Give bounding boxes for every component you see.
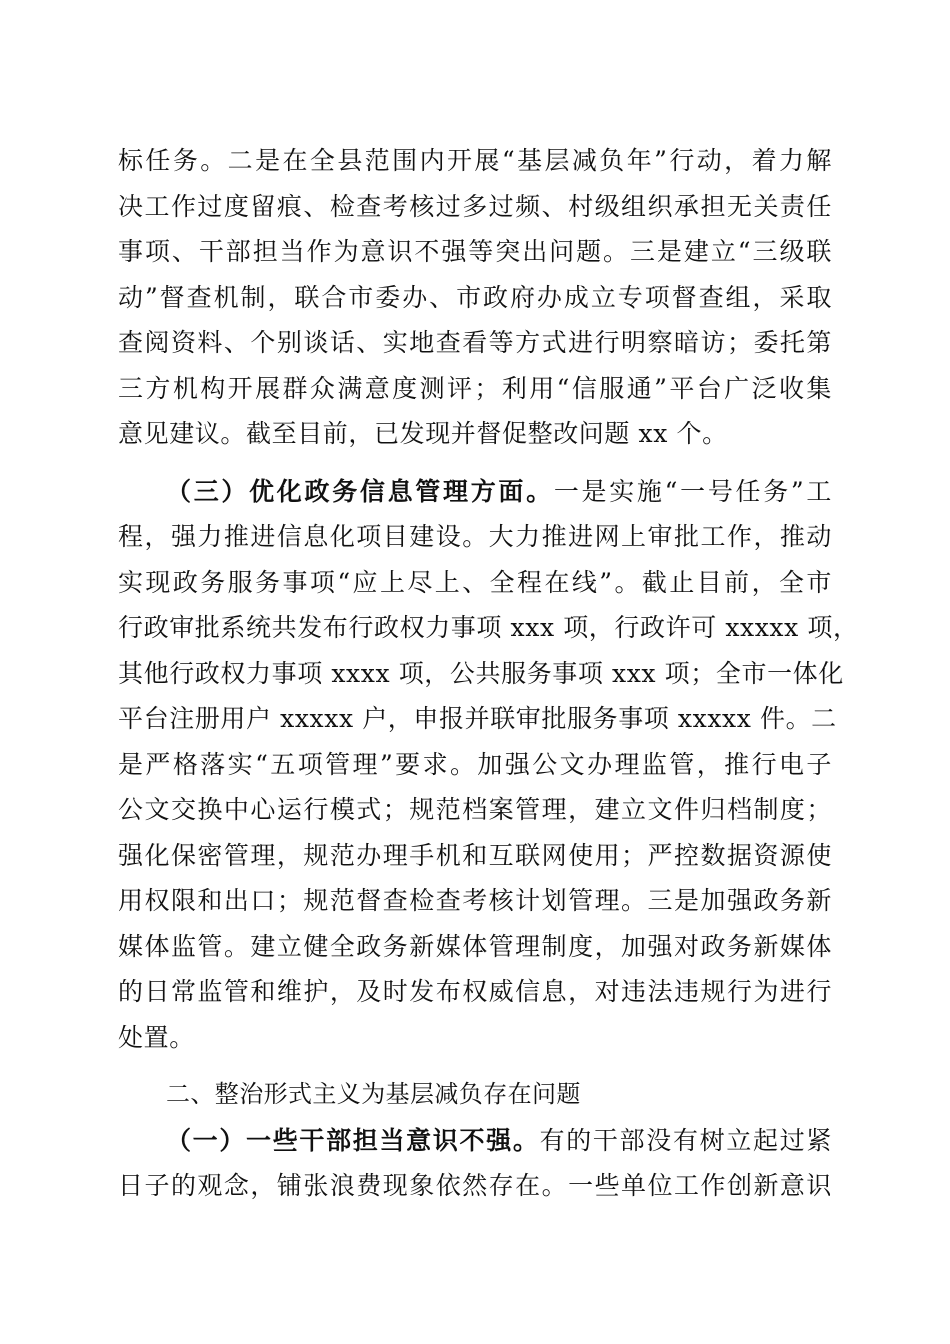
document-page [118,138,859,1209]
text-line: 日子的观念，铺张浪费现象依然存在。一些单位工作创新意识 [118,1171,832,1200]
paragraph-section-one-continued [118,138,832,457]
section-heading: 二、整治形式主义为基层减负存在问题 [166,1080,581,1108]
text-line: 事项、干部担当作为意识不强等突出问题。三是建立“三级联 [118,237,832,266]
text-line: 标任务。二是在全县范围内开展“基层减负年”行动，着力解 [118,146,832,175]
text-line: 行政审批系统共发布行政权力事项 xxx 项，行政许可 xxxxx 项， [118,613,859,642]
text-line: 实现政务服务事项“应上尽上、全程在线”。截止目前，全市 [118,567,832,597]
text-line: 动”督查机制，联合市委办、市政府办成立专项督查组，采取 [118,282,832,312]
paragraph-gap [118,457,832,469]
text-line: 平台注册用户 xxxxx 户，申报并联审批服务事项 xxxxx 件。二 [118,704,837,733]
text-line: 意见建议。截至目前，已发现并督促整改问题 xx 个。 [118,419,728,448]
problem-one-title: （一）一些干部担当意识不强。 [166,1125,540,1155]
text-line: 三方机构开展群众满意度测评；利用“信服通”平台广泛收集 [118,373,832,403]
text-line: 的日常监管和维护，及时发布权威信息，对违法违规行为进行 [118,977,832,1006]
text-line: 查阅资料、个别谈话、实地查看等方式进行明察暗访；委托第 [118,328,832,357]
text-line: 是严格落实“五项管理”要求。加强公文办理监管，推行电子 [118,749,832,779]
text-line: 公文交换中心运行模式；规范档案管理，建立文件归档制度； [118,795,832,824]
section-three-first-line: 一是实施“一号任务”工 [553,476,832,506]
paragraph-gap [118,1060,832,1072]
text-line: 用权限和出口；规范督查检查考核计划管理。三是加强政务新 [118,886,832,915]
paragraph-section-three [118,469,859,1061]
text-line: 强化保密管理，规范办理手机和互联网使用；严控数据资源使 [118,840,832,870]
paragraph-problem-one [118,1118,832,1209]
text-line: 其他行政权力事项 xxxx 项，公共服务事项 xxx 项；全市一体化 [118,658,844,688]
text-line [118,469,832,515]
problem-one-first-line: 有的干部没有树立起过紧 [539,1125,832,1155]
text-line: 处置。 [118,1022,195,1052]
text-line: 决工作过度留痕、检查考核过多过频、村级组织承担无关责任 [118,191,832,221]
section-three-title: （三）优化政务信息管理方面。 [166,476,554,506]
text-line: 媒体监管。建立健全政务新媒体管理制度，加强对政务新媒体 [118,931,832,961]
text-line: 程，强力推进信息化项目建设。大力推进网上审批工作，推动 [118,522,832,551]
text-line [118,1118,832,1164]
